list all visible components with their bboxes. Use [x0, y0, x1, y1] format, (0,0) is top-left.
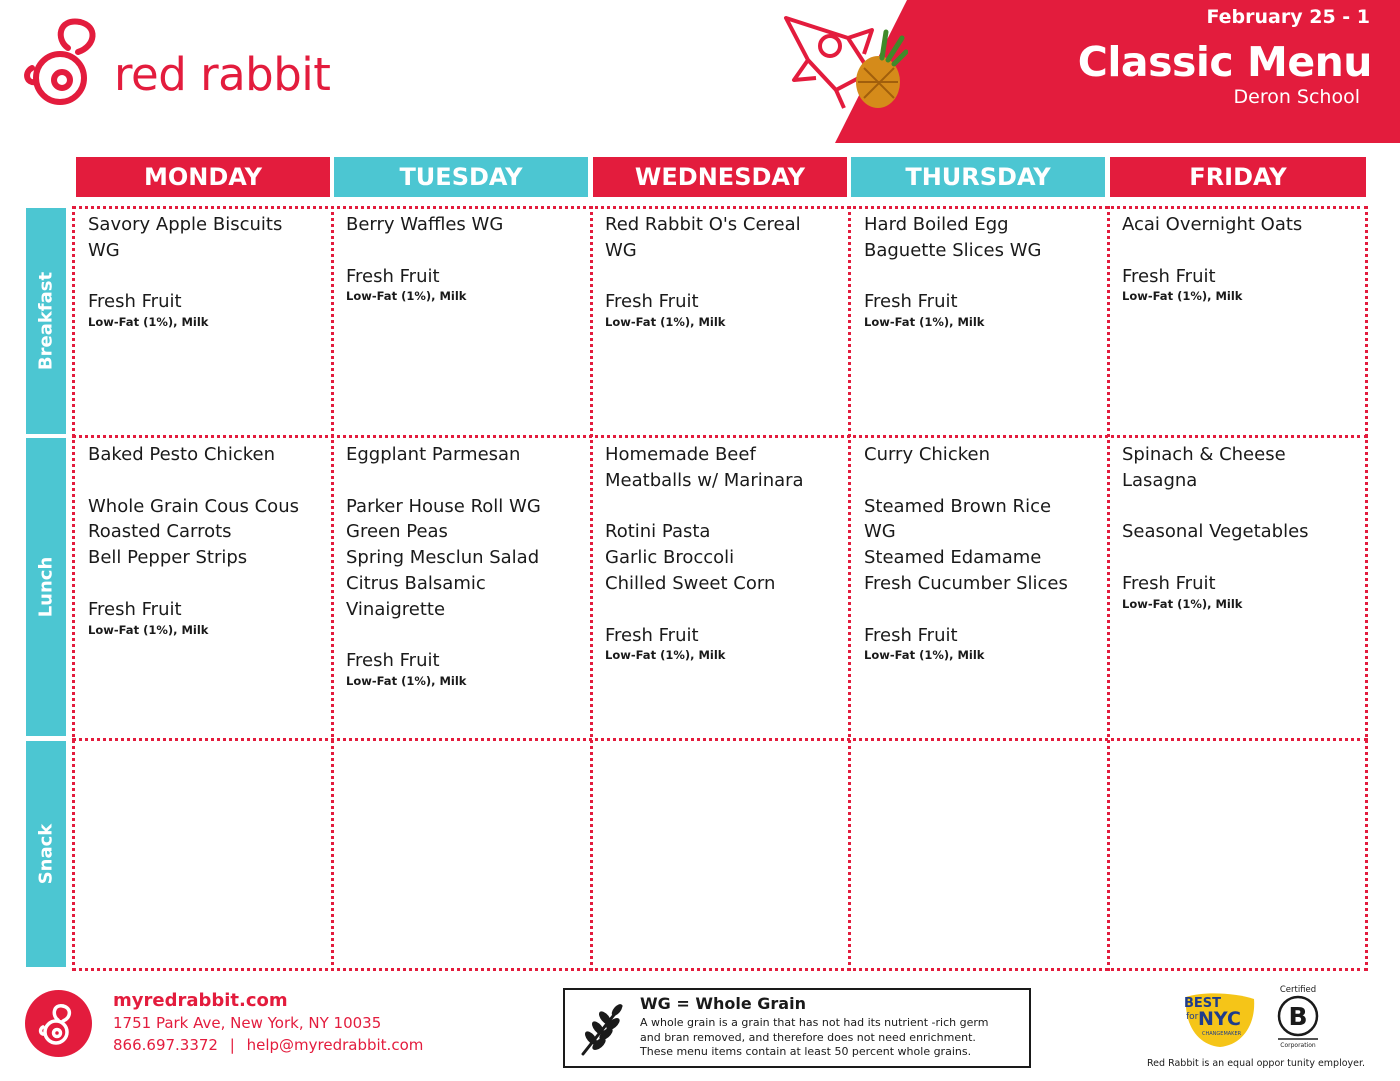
menu-item: Garlic Broccoli	[605, 547, 735, 569]
milk-note: Low-Fat (1%), Milk	[864, 315, 985, 330]
menu-title: Classic Menu	[1077, 38, 1372, 86]
menu-item: Parker House Roll WG	[346, 495, 541, 517]
bcorp-letter: B	[1288, 1002, 1308, 1031]
menu-item: Red Rabbit O's Cereal	[605, 214, 801, 235]
menu-spacer	[88, 264, 323, 290]
menu-spacer	[88, 468, 323, 494]
bcorp-corporation: Corporation	[1280, 1042, 1316, 1049]
meal-label-snack: Snack	[35, 823, 57, 885]
menu-spacer	[605, 264, 840, 290]
menu-item: WG	[88, 239, 120, 261]
rabbit-logo-icon	[22, 14, 112, 114]
day-header-thursday: THURSDAY	[851, 157, 1105, 197]
milk-note: Low-Fat (1%), Milk	[346, 674, 467, 689]
meal-label-breakfast: Breakfast	[35, 271, 57, 371]
menu-item: Hard Boiled Egg	[864, 214, 1009, 235]
menu-item: Whole Grain Cous Cous	[88, 495, 299, 517]
menu-item: Berry Waffles WG	[346, 214, 504, 235]
day-header-monday: MONDAY	[76, 157, 330, 197]
menu-item: Homemade Beef	[605, 444, 756, 465]
equal-opportunity-statement: Red Rabbit is an equal oppor tunity employer.	[1147, 1058, 1366, 1069]
menu-spacer	[346, 623, 581, 649]
brand-name: red rabbit	[114, 48, 331, 101]
breakfast-cell-tuesday	[346, 212, 581, 303]
menu-item: Meatballs w/ Marinara	[605, 469, 804, 491]
menu-item: Fresh Fruit	[88, 291, 182, 313]
menu-item: Lasagna	[1122, 469, 1198, 491]
wg-legend-text	[640, 1016, 1025, 1060]
menu-item: Spring Mesclun Salad	[346, 547, 540, 569]
menu-item: Fresh Fruit	[605, 291, 699, 313]
email-link[interactable]: help@myredrabbit.com	[246, 1036, 424, 1054]
meal-tab-lunch	[26, 438, 66, 736]
brand-logo	[22, 14, 342, 114]
menu-spacer	[864, 597, 1099, 623]
menu-item: Fresh Fruit	[605, 624, 699, 646]
menu-item: Fresh Fruit	[346, 650, 440, 672]
grid-divider	[848, 206, 851, 971]
milk-note: Low-Fat (1%), Milk	[88, 315, 209, 330]
menu-spacer	[88, 571, 323, 597]
lunch-cell-tuesday	[346, 442, 581, 688]
wg-legend-line: and bran removed, and therefore does not need enrichment.	[640, 1030, 976, 1044]
grid-divider	[1107, 206, 1110, 971]
menu-spacer	[1122, 494, 1357, 520]
menu-item: Baked Pesto Chicken	[88, 444, 275, 465]
menu-spacer	[346, 468, 581, 494]
menu-item: Baguette Slices WG	[864, 239, 1042, 261]
website-link[interactable]: myredrabbit.com	[113, 990, 288, 1011]
menu-item: Seasonal Vegetables	[1122, 521, 1309, 543]
day-header-wednesday: WEDNESDAY	[593, 157, 847, 197]
menu-item: Citrus Balsamic	[346, 572, 486, 594]
grid-divider	[72, 435, 1368, 438]
breakfast-cell-monday	[88, 212, 323, 329]
whole-grain-legend	[563, 988, 1031, 1068]
menu-item: Roasted Carrots	[88, 521, 232, 543]
badge-best: BEST	[1184, 996, 1222, 1011]
lunch-cell-thursday	[864, 442, 1099, 662]
meal-label-lunch: Lunch	[35, 556, 57, 618]
wg-legend-line: A whole grain is a grain that has not had its nutrient -rich germ	[640, 1016, 989, 1029]
menu-item: Green Peas	[346, 521, 448, 543]
milk-note: Low-Fat (1%), Milk	[88, 622, 209, 637]
menu-item: Fresh Fruit	[88, 598, 182, 620]
menu-item: Vinaigrette	[346, 598, 446, 620]
milk-note: Low-Fat (1%), Milk	[864, 648, 985, 663]
meal-tab-snack	[26, 741, 66, 967]
lunch-cell-wednesday	[605, 442, 840, 662]
breakfast-cell-thursday	[864, 212, 1099, 329]
grid-divider	[590, 206, 593, 971]
milk-note: Low-Fat (1%), Milk	[346, 289, 467, 304]
menu-spacer	[605, 494, 840, 520]
rabbit-logo-icon	[25, 990, 92, 1057]
menu-item: Bell Pepper Strips	[88, 547, 248, 569]
menu-spacer	[864, 468, 1099, 494]
bcorp-certified: Certified	[1279, 985, 1317, 995]
contact-separator: |	[229, 1036, 235, 1054]
milk-note: Low-Fat (1%), Milk	[605, 648, 726, 663]
breakfast-cell-friday	[1122, 212, 1357, 303]
b-corp-badge	[1270, 983, 1326, 1053]
menu-spacer	[346, 238, 581, 264]
badge-nyc: NYC	[1198, 1008, 1241, 1030]
wg-legend-line: These menu items contain at least 50 percent whole grains.	[640, 1045, 972, 1058]
day-header-tuesday: TUESDAY	[334, 157, 588, 197]
milk-note: Low-Fat (1%), Milk	[1122, 596, 1243, 611]
breakfast-cell-wednesday	[605, 212, 840, 329]
date-range: February 25 - 1	[1206, 6, 1370, 28]
menu-item: Fresh Fruit	[864, 291, 958, 313]
grid-divider	[331, 206, 334, 971]
milk-note: Low-Fat (1%), Milk	[605, 315, 726, 330]
grid-divider	[72, 738, 1368, 741]
best-for-nyc-badge	[1176, 985, 1262, 1051]
milk-note: Low-Fat (1%), Milk	[1122, 289, 1243, 304]
lunch-cell-monday	[88, 442, 323, 637]
school-name: Deron School	[1233, 86, 1360, 108]
day-header-friday: FRIDAY	[1110, 157, 1366, 197]
menu-item: Fresh Fruit	[346, 265, 440, 287]
menu-spacer	[1122, 238, 1357, 264]
menu-item: Fresh Cucumber Slices	[864, 572, 1068, 594]
wg-legend-title: WG = Whole Grain	[640, 994, 806, 1013]
badge-changemaker: CHANGEMAKER	[1202, 1031, 1242, 1037]
menu-item: Eggplant Parmesan	[346, 444, 521, 465]
menu-spacer	[1122, 545, 1357, 571]
menu-item: Chilled Sweet Corn	[605, 572, 776, 594]
badge-for: for	[1186, 1012, 1199, 1022]
contact-line	[113, 1036, 423, 1054]
menu-item: Rotini Pasta	[605, 521, 711, 543]
menu-item: Acai Overnight Oats	[1122, 214, 1303, 235]
address: 1751 Park Ave, New York, NY 10035	[113, 1014, 382, 1032]
footer-logo	[25, 990, 92, 1057]
menu-item: Savory Apple Biscuits	[88, 214, 283, 235]
meal-tab-breakfast	[26, 208, 66, 434]
menu-item: WG	[864, 521, 896, 543]
menu-item: Spinach & Cheese	[1122, 444, 1286, 465]
menu-item: Fresh Fruit	[864, 624, 958, 646]
menu-item: WG	[605, 239, 637, 261]
menu-item: Steamed Edamame	[864, 547, 1042, 569]
menu-item: Curry Chicken	[864, 444, 990, 465]
menu-spacer	[605, 597, 840, 623]
menu-spacer	[864, 264, 1099, 290]
phone-number: 866.697.3372	[113, 1036, 218, 1054]
rocket-pineapple-icon	[778, 8, 908, 118]
lunch-cell-friday	[1122, 442, 1357, 611]
menu-item: Steamed Brown Rice	[864, 495, 1052, 517]
wheat-icon	[577, 1000, 629, 1058]
menu-item: Fresh Fruit	[1122, 572, 1216, 594]
menu-item: Fresh Fruit	[1122, 265, 1216, 287]
